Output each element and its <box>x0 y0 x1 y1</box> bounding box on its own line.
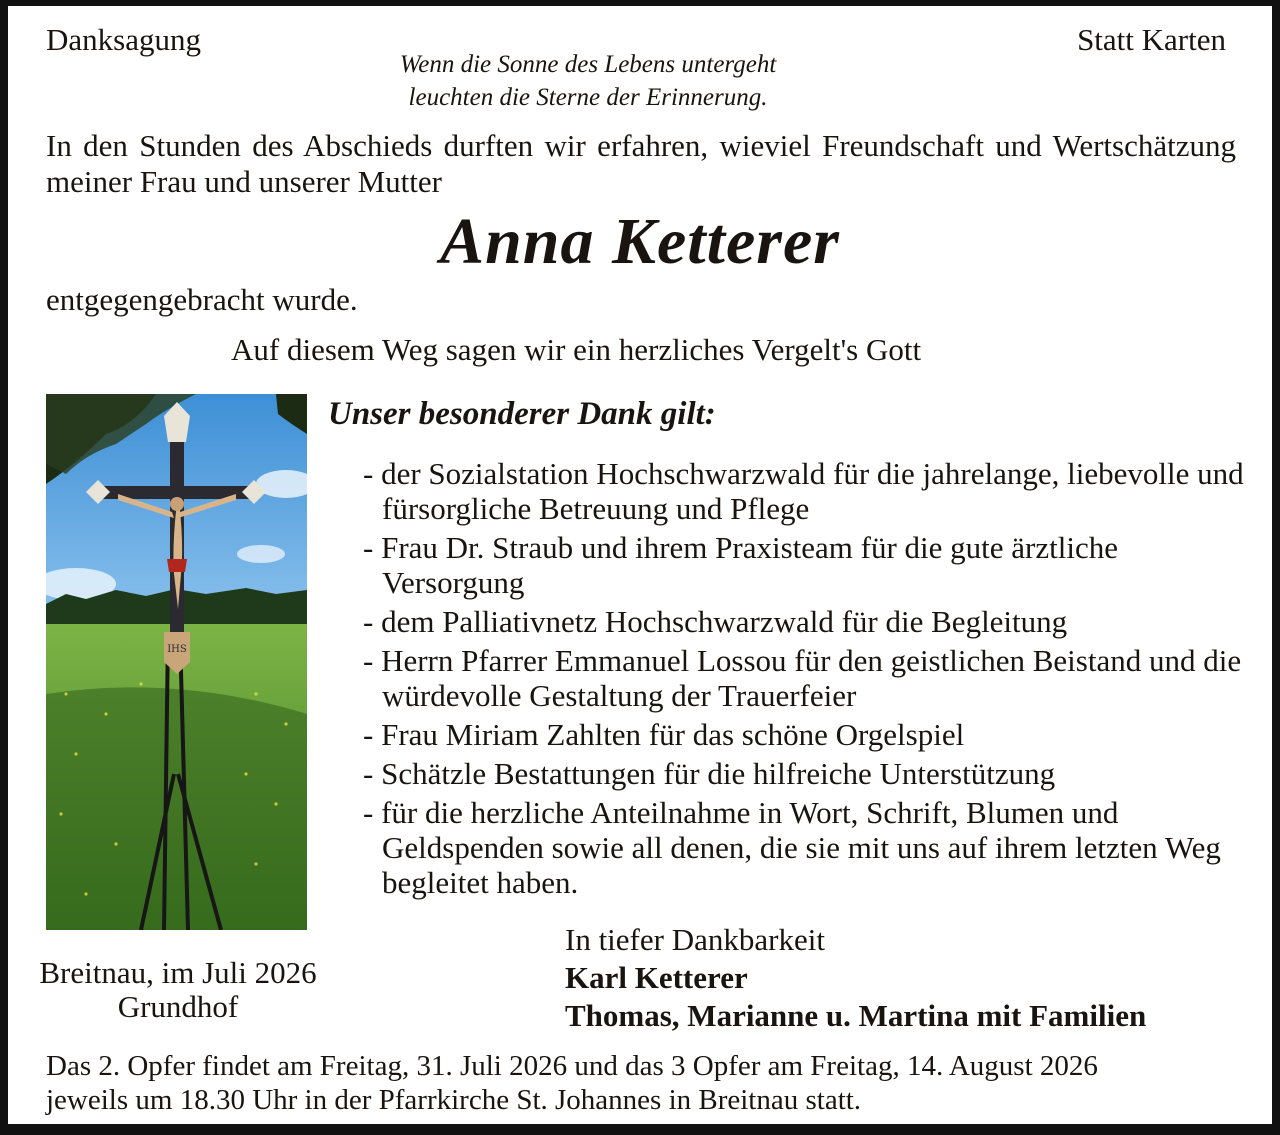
signature-name-children: Thomas, Marianne u. Martina mit Familien <box>565 998 1147 1033</box>
deceased-name: Anna Ketterer <box>440 205 840 278</box>
place-date-line: Breitnau, im Juli 2026 <box>39 955 317 990</box>
place-name-line: Grundhof <box>117 989 239 1024</box>
intro-continuation: entgegengebracht wurde. <box>46 282 358 317</box>
special-thanks-title: Unser besonderer Dank gilt: <box>328 396 716 432</box>
signature-intro: In tiefer Dankbarkeit <box>565 922 825 957</box>
list-item: - Frau Miriam Zahlten für das schöne Orgelspiel <box>363 717 965 752</box>
memorial-quote <box>348 48 828 114</box>
footer-line-1: Das 2. Opfer findet am Freitag, 31. Juli 2026 und das 3 Opfer am Freitag, 14. August 2026 <box>46 1050 1098 1082</box>
list-item: - Frau Dr. Straub und ihrem Praxisteam für die gute ärztliche Versorgung <box>363 530 1118 600</box>
quote-line-1: Wenn die Sonne des Lebens untergeht <box>399 51 777 78</box>
footer-note <box>46 1049 1098 1117</box>
cross-photo-image <box>46 394 307 930</box>
wayside-cross-photo <box>46 394 307 930</box>
signature-name-husband: Karl Ketterer <box>565 960 748 995</box>
intro-text: In den Stunden des Abschieds durften wir erfahren, wieviel Freundschaft und Wertschätzung meiner Frau und unserer Mutter <box>46 128 1236 199</box>
list-item: - für die herzliche Anteilnahme in Wort, Schrift, Blumen und Geldspenden sowie all denen, die sie mit uns auf ihrem letzten Weg begleitet haben. <box>363 795 1221 900</box>
signature-block <box>565 921 1146 1035</box>
vergelts-gott-line: Auf diesem Weg sagen wir ein herzliches Vergelt's Gott <box>231 332 922 367</box>
list-item: - der Sozialstation Hochschwarzwald für die jahrelange, liebevolle und fürsorgliche Betreuung und Pflege <box>363 456 1244 526</box>
quote-line-2: leuchten die Sterne der Erinnerung. <box>408 84 768 111</box>
list-item: - Schätzle Bestattungen für die hilfreiche Unterstützung <box>363 756 1056 791</box>
footer-line-2: jeweils um 18.30 Uhr in der Pfarrkirche St. Johannes in Breitnau statt. <box>46 1084 862 1116</box>
list-item: - dem Palliativnetz Hochschwarzwald für die Begleitung <box>363 604 1068 639</box>
list-item: - Herrn Pfarrer Emmanuel Lossou für den geistlichen Beistand und die würdevolle Gestaltung der Trauerfeier <box>363 643 1242 713</box>
special-thanks-list <box>363 456 1253 904</box>
header-statt-karten: Statt Karten <box>1077 22 1226 57</box>
header-danksagung: Danksagung <box>46 22 201 57</box>
ihs-sign: IHS <box>167 644 187 655</box>
place-date <box>8 956 348 1024</box>
obituary-notice <box>8 6 1272 1124</box>
